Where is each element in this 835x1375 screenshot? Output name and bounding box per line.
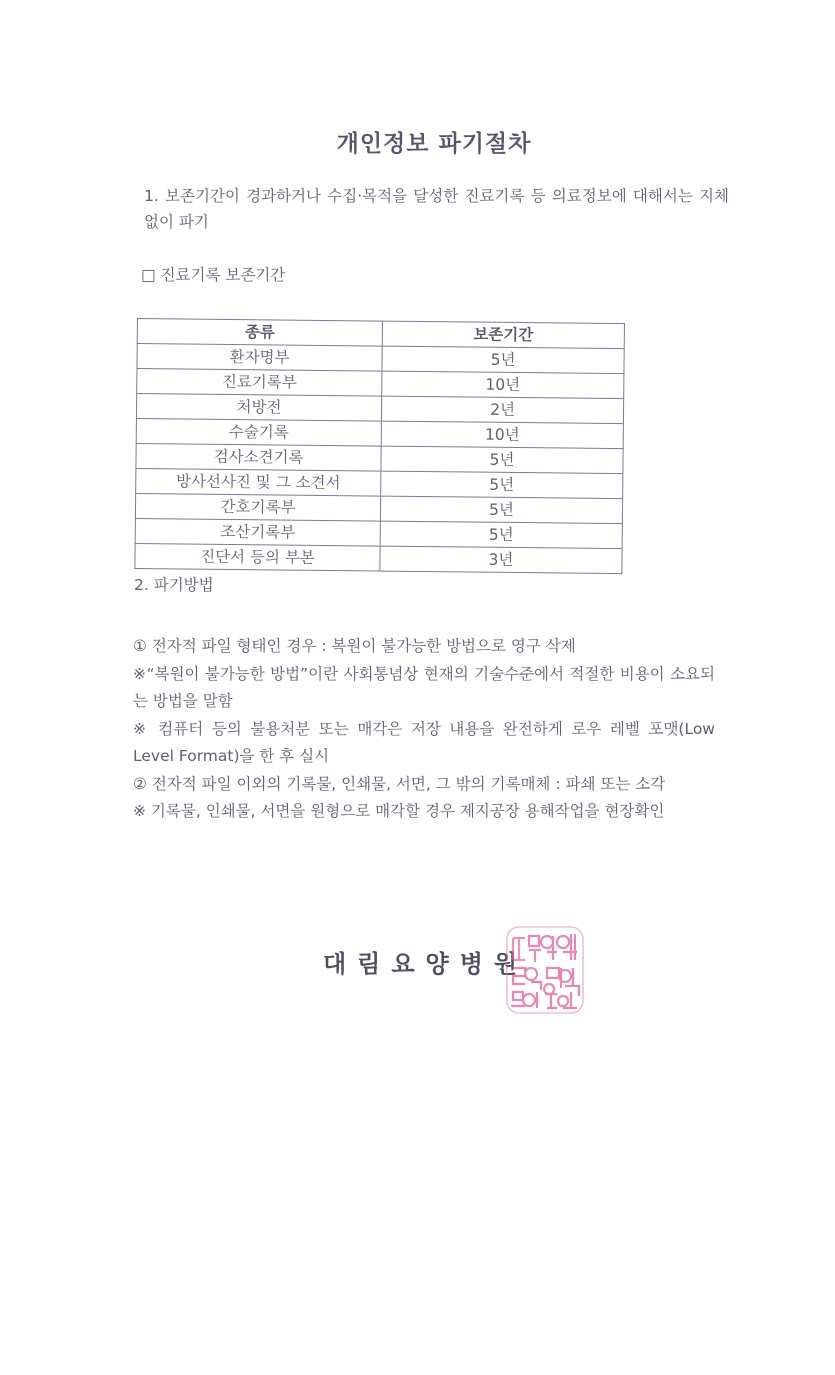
note-paper-sale: ※ 기록물, 인쇄물, 서면을 원형으로 매각할 경우 제지공장 용해작업을 현장확인 bbox=[133, 802, 665, 820]
note-computer-disposal: ※ 컴퓨터 등의 불용처분 또는 매각은 저장 내용을 완전하게 로우 레벨 포맷(Low Level Format)을 한 후 실시 bbox=[133, 719, 715, 765]
record-type: 조산기록부 bbox=[135, 518, 380, 546]
retention-table-container bbox=[134, 318, 625, 574]
retention-period: 3년 bbox=[380, 546, 622, 574]
record-type: 진단서 등의 부본 bbox=[135, 543, 380, 571]
retention-period: 5년 bbox=[382, 346, 624, 374]
retention-period: 2년 bbox=[381, 396, 623, 424]
header-period: 보존기간 bbox=[382, 321, 624, 349]
retention-period: 5년 bbox=[380, 521, 622, 549]
destruction-method-heading: 2. 파기방법 bbox=[134, 576, 214, 594]
hospital-seal-stamp bbox=[503, 924, 587, 1016]
record-type: 수술기록 bbox=[136, 418, 381, 446]
retention-period: 10년 bbox=[382, 371, 624, 399]
record-type: 환자명부 bbox=[137, 344, 382, 372]
record-type: 방사선사진 및 그 소견서 bbox=[136, 468, 381, 496]
record-type: 검사소견기록 bbox=[136, 443, 381, 471]
retention-period: 10년 bbox=[381, 421, 623, 449]
header-type: 종류 bbox=[137, 319, 382, 347]
record-type: 간호기록부 bbox=[135, 493, 380, 521]
table-row bbox=[135, 543, 622, 573]
retention-period: 5년 bbox=[381, 471, 623, 499]
record-type: 처방전 bbox=[136, 394, 381, 422]
hospital-name: 대림요양병원 bbox=[323, 950, 529, 978]
record-type: 진료기록부 bbox=[137, 369, 382, 397]
retention-period: 5년 bbox=[381, 446, 623, 474]
retention-period-heading: □ 진료기록 보존기간 bbox=[141, 266, 286, 284]
method-electronic: ① 전자적 파일 형태인 경우 : 복원이 불가능한 방법으로 영구 삭제 bbox=[133, 637, 576, 655]
method-physical: ② 전자적 파일 이외의 기록물, 인쇄물, 서면, 그 밖의 기록매체 : 파쇄 또는 소각 bbox=[133, 774, 666, 793]
retention-period: 5년 bbox=[380, 496, 622, 524]
page-title: 개인정보 파기절차 bbox=[336, 131, 532, 157]
retention-table bbox=[134, 318, 625, 574]
note-unrecoverable: ※“복원이 불가능한 방법”이란 사회통념상 현재의 기술수준에서 적절한 비용이 소요되는 방법을 말함 bbox=[133, 664, 715, 710]
destruction-principle-text: 1. 보존기간이 경과하거나 수집·목적을 달성한 진료기록 등 의료정보에 대해서는 지체 없이 파기 bbox=[144, 187, 729, 231]
destruction-method-list bbox=[133, 633, 715, 826]
